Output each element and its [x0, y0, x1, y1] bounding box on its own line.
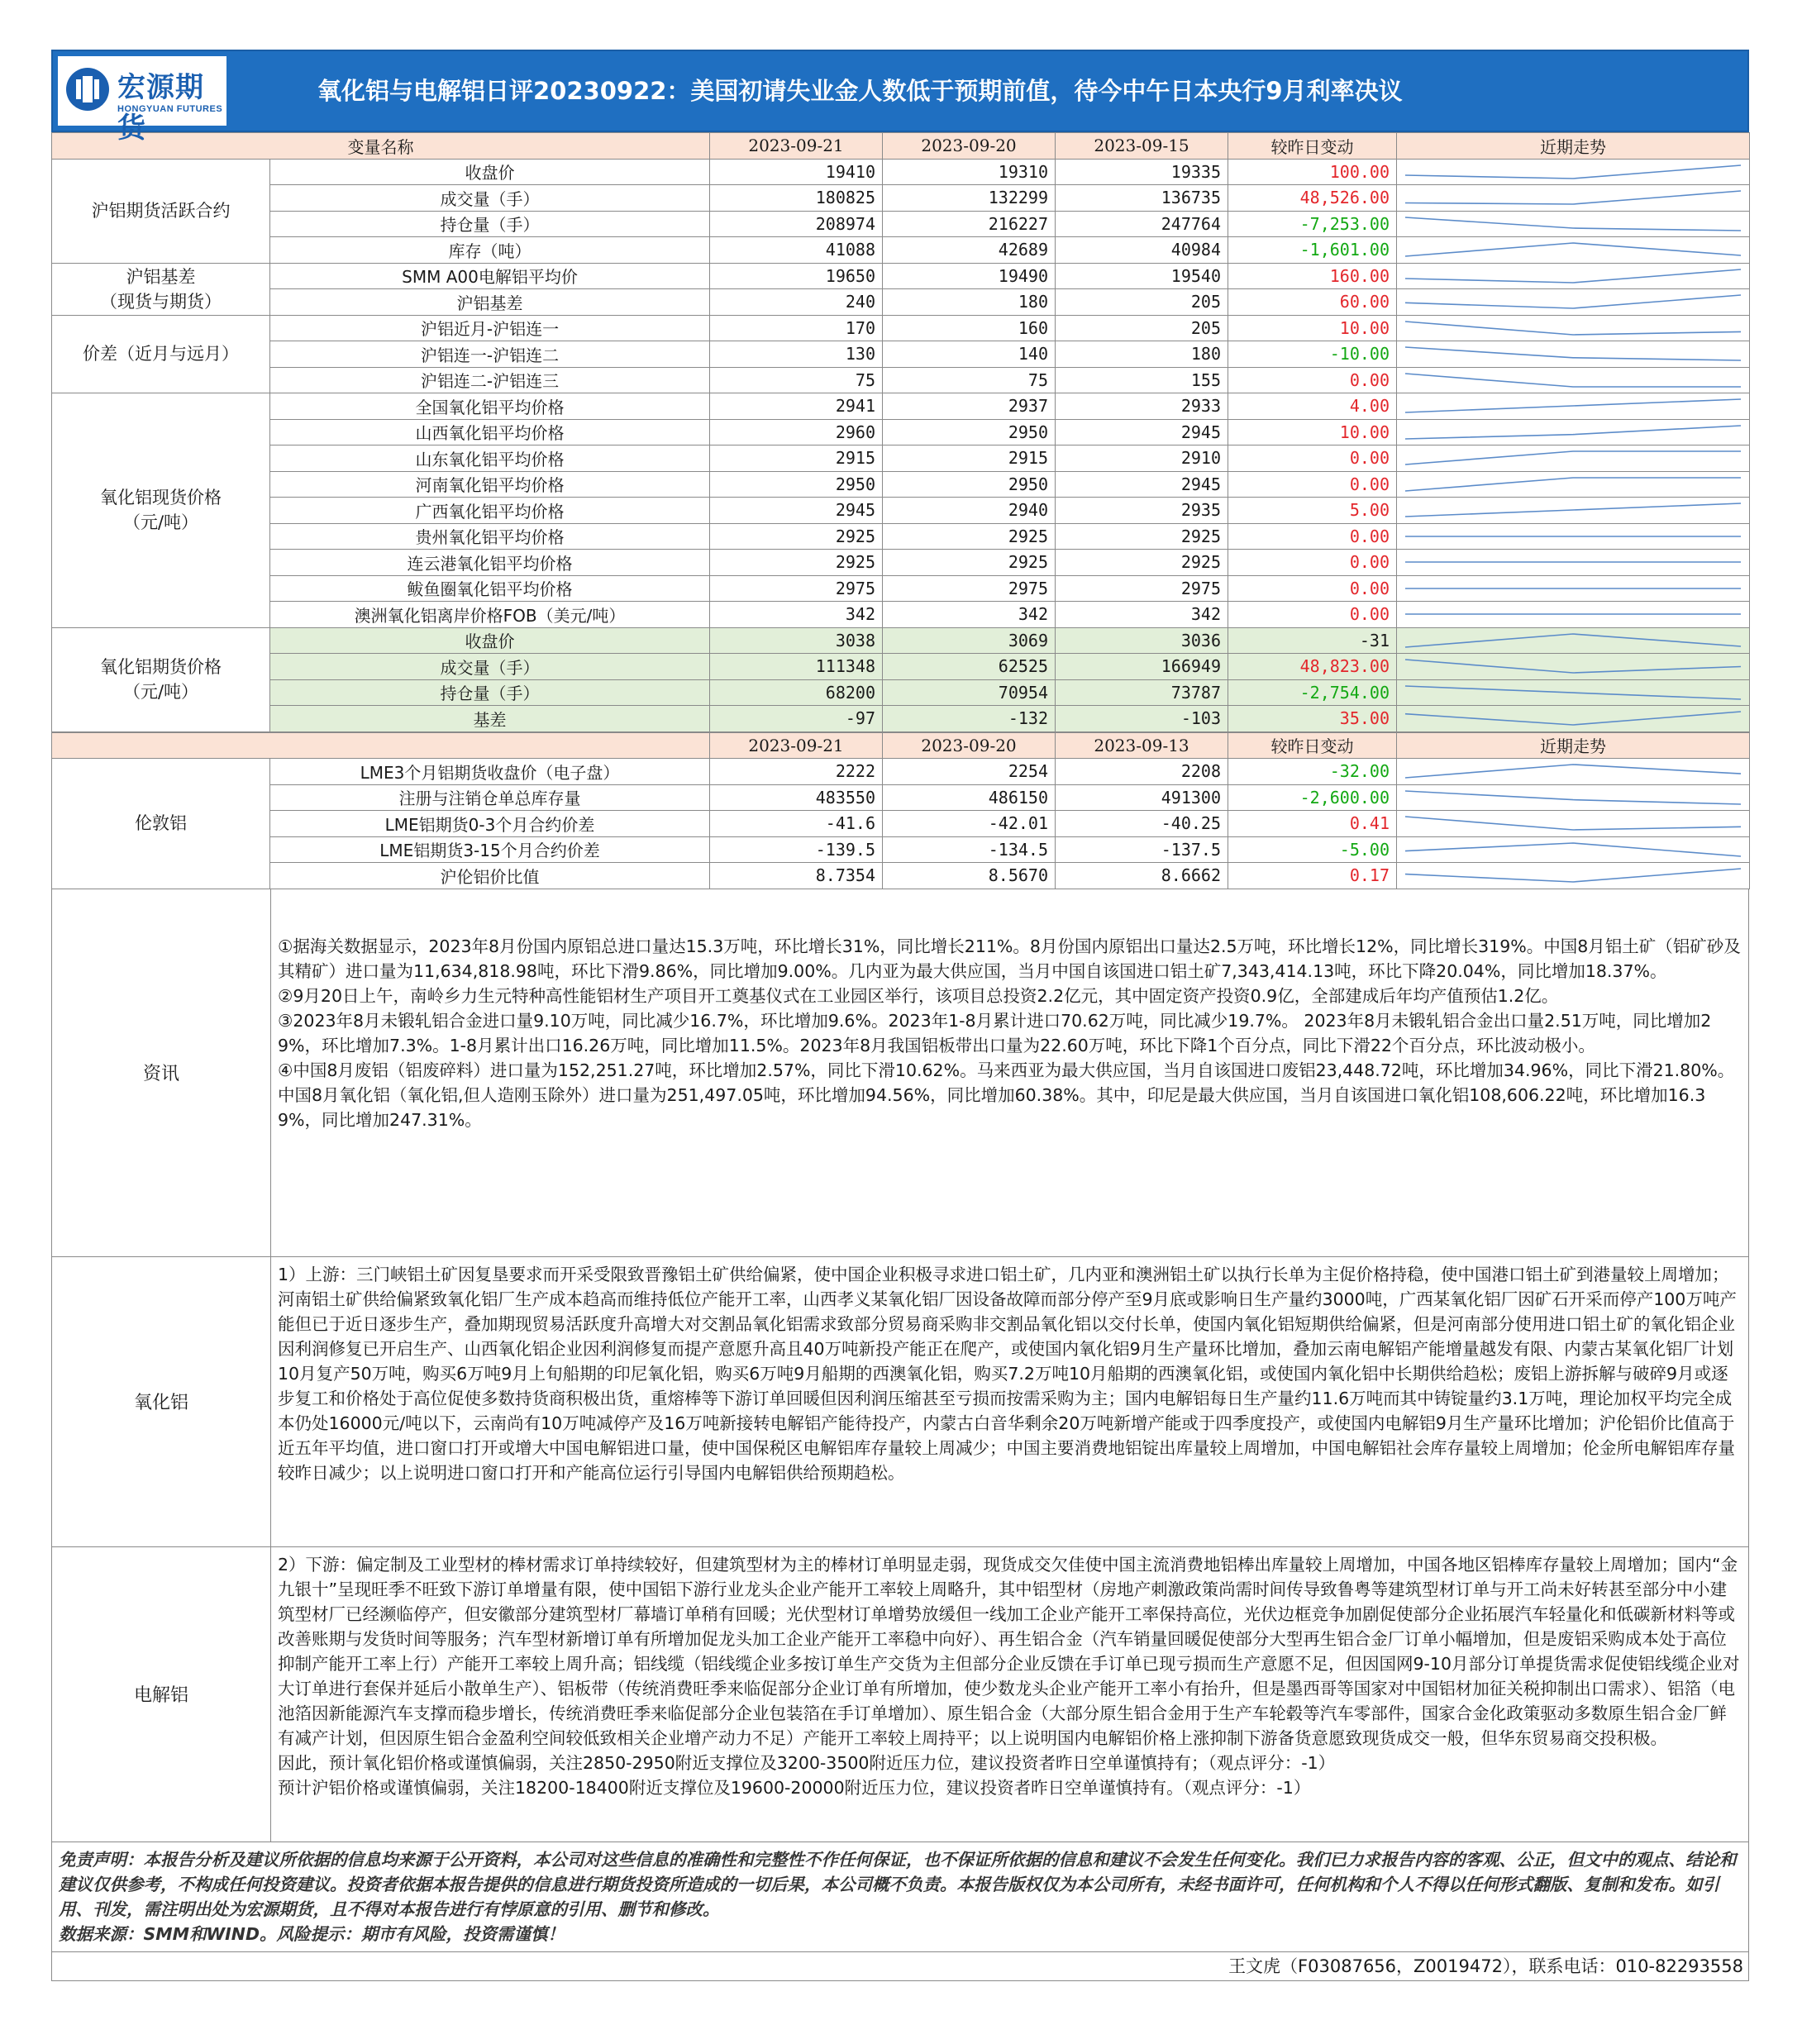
trend-sparkline	[1397, 159, 1750, 185]
table-row	[52, 575, 1750, 602]
variable-name: 注册与注销仓单总库存量	[270, 784, 710, 811]
value-cell: 170	[710, 315, 883, 341]
value-cell: 136735	[1056, 185, 1228, 212]
table-row	[52, 679, 1750, 706]
trend-sparkline	[1397, 498, 1750, 524]
value-cell: 19410	[710, 159, 883, 185]
value-cell: 75	[710, 367, 883, 393]
value-cell: 2925	[710, 550, 883, 576]
change-cell: 48,823.00	[1228, 654, 1397, 680]
value-cell: 160	[883, 315, 1056, 341]
value-cell: 180	[1056, 341, 1228, 368]
news-paragraph: ③2023年8月未锻轧铝合金进口量9.10万吨，同比减少16.7%，环比增加9.6%。2023年1-8月累计进口70.62万吨，同比减少19.7%。 2023年8月未锻轧铝合金出口量2.51万吨，同比增加29%，环比增加7.3%。1-8月累计出口16.26万吨，同比增加11.5%。2023年8月我国铝板带出口量为22.60万吨，环比下降1个百分点，同比下滑22个百分点，环比波动极小。	[278, 1010, 1712, 1055]
sparkline-chart	[1400, 683, 1746, 703]
trend-sparkline	[1397, 759, 1750, 785]
sparkline-chart	[1400, 370, 1746, 390]
change-cell: -5.00	[1228, 836, 1397, 863]
value-cell: -42.01	[883, 811, 1056, 837]
value-cell: -40.25	[1056, 811, 1228, 837]
value-cell: 3069	[883, 627, 1056, 654]
change-cell: -2,600.00	[1228, 784, 1397, 811]
news-paragraph: ①据海关数据显示，2023年8月份国内原铝总进口量达15.3万吨，环比增长31%，同比增长211%。8月份国内原铝出口量达2.5万吨，环比增长12%，同比增长319%。中国8月铝土矿（铝矿砂及其精矿）进口量为11,634,818.98吨，环比下滑9.86%，同比增加9.00%。几内亚为最大供应国，当月中国自该国进口铝土矿7,343,414.13吨，环比下降20.04%，同比增加18.37%。	[278, 936, 1741, 981]
value-cell: 155	[1056, 367, 1228, 393]
value-cell: 2950	[883, 419, 1056, 445]
change-cell: 5.00	[1228, 498, 1397, 524]
table-row	[52, 315, 1750, 341]
table-row	[52, 445, 1750, 472]
change-cell: -10.00	[1228, 341, 1397, 368]
change-cell: -32.00	[1228, 759, 1397, 785]
value-cell: 2950	[710, 471, 883, 498]
sparkline-chart	[1400, 631, 1746, 650]
table-row	[52, 159, 1750, 185]
hongyuan-logo-icon	[64, 66, 111, 112]
value-cell: 2945	[710, 498, 883, 524]
sparkline-chart	[1400, 474, 1746, 494]
table-row	[52, 289, 1750, 316]
table-row	[52, 419, 1750, 445]
change-cell: -7,253.00	[1228, 211, 1397, 237]
table-header-row	[52, 133, 1750, 160]
change-cell: 35.00	[1228, 706, 1397, 732]
report-sheet	[51, 50, 1749, 1981]
trend-sparkline	[1397, 811, 1750, 837]
table-row	[52, 863, 1750, 889]
trend-sparkline	[1397, 706, 1750, 732]
variable-name: 全国氧化铝平均价格	[270, 393, 710, 420]
table-row	[52, 811, 1750, 837]
change-cell: 0.00	[1228, 550, 1397, 576]
value-cell: 19650	[710, 263, 883, 289]
news-paragraph: ②9月20日上午，南岭乡力生元特种高性能铝材生产项目开工奠基仪式在工业园区举行，该项目总投资2.2亿元，其中固定资产投资0.9亿，全部建成后年均产值预估1.2亿。	[278, 985, 1559, 1006]
value-cell: 342	[1056, 602, 1228, 628]
value-cell: -134.5	[883, 836, 1056, 863]
change-cell: 10.00	[1228, 419, 1397, 445]
value-cell: 19335	[1056, 159, 1228, 185]
table-row	[52, 523, 1750, 550]
value-cell: -132	[883, 706, 1056, 732]
trend-sparkline	[1397, 679, 1750, 706]
sparkline-chart	[1400, 761, 1746, 781]
table-row	[52, 211, 1750, 237]
change-cell: 4.00	[1228, 393, 1397, 420]
trend-sparkline	[1397, 211, 1750, 237]
trend-sparkline	[1397, 289, 1750, 316]
value-cell: 75	[883, 367, 1056, 393]
value-cell: 140	[883, 341, 1056, 368]
value-cell: 491300	[1056, 784, 1228, 811]
value-cell: 2925	[1056, 550, 1228, 576]
alumina-label: 氧化铝	[52, 1257, 271, 1546]
value-cell: 19540	[1056, 263, 1228, 289]
news-paragraph: ④中国8月废铝（铝废碎料）进口量为152,251.27吨，环比增加2.57%，同比下滑10.62%。马来西亚为最大供应国，当月自该国进口废铝23,448.72吨，环比增加34.96%，同比下滑21.80%。中国8月氧化铝（氧化铝,但人造刚玉除外）进口量为251,497.05吨，环比增加94.56%，同比增加60.38%。其中，印尼是最大供应国，当月自该国进口氧化铝108,606.22吨，环比增加16.39%，同比增加247.31%。	[278, 1060, 1735, 1130]
sparkline-chart	[1400, 318, 1746, 338]
trend-sparkline	[1397, 523, 1750, 550]
sparkline-chart	[1400, 552, 1746, 572]
value-cell: 19310	[883, 159, 1056, 185]
value-cell: 342	[710, 602, 883, 628]
table-row	[52, 836, 1750, 863]
value-cell: 2915	[710, 445, 883, 472]
variable-name: 收盘价	[270, 159, 710, 185]
header-cell: 2023-09-21	[710, 732, 883, 759]
header-cell: 近期走势	[1397, 133, 1750, 160]
sparkline-chart	[1400, 840, 1746, 860]
sparkline-chart	[1400, 162, 1746, 182]
sparkline-chart	[1400, 422, 1746, 442]
sparkline-chart	[1400, 579, 1746, 598]
value-cell: 180825	[710, 185, 883, 212]
value-cell: 2940	[883, 498, 1056, 524]
data-source-text: 数据来源：SMM和WIND。风险提示：期市有风险，投资需谨慎！	[59, 1923, 565, 1944]
alumina-analysis-text: 1）上游：三门峡铝土矿因复垦要求而开采受限致晋豫铝土矿供给偏紧，使中国企业积极寻求进口铝土矿，几内亚和澳洲铝土矿以执行长单为主促价格持稳，使中国港口铝土矿到港量较上周增加；河南铝土矿供给偏紧致氧化铝厂生产成本趋高而维持低位产能开工率，山西孝义某氧化铝厂因设备故障而部分停产至9月底或影响日生产量约3000吨，广西某氧化铝厂因矿石开采而停产100万吨产能但已于近日逐步生产，叠加期现贸易活跃度升高增大对交割品氧化铝需求致部分贸易商采购非交割品氧化铝以交付长单，使国内氧化铝短期供给偏紧，但是河南部分使用进口铝土矿的氧化铝企业因利润修复已开启生产、山西氧化铝企业因利润修复而提产意愿升高且40万吨新投产能正在爬产，或使国内氧化铝9月生产量环比增加，叠加云南电解铝产能增量越发有限、内蒙古某氧化铝厂计划10月复产50万吨，购买6万吨9月上旬船期的印尼氧化铝，购买6万吨9月船期的西澳氧化铝，购买7.2万吨10月船期的西澳氧化铝，或使国内氧化铝中长期供给趋松；废铝上游拆解与破碎9月或逐步复工和价格处于高位促使多数持货商积极出货，重熔棒等下游订单回暖但因利润压缩甚至亏损而按需采购为主；国内电解铝每日生产量约11.6万吨而其中铸锭量约3.1万吨，理论加权平均完全成本仍处16000元/吨以下，云南尚有10万吨减停产及16万吨新接转电解铝产能待投产，内蒙古白音华剩余20万吨新增产能或于四季度投产，或使国内电解铝9月生产量环比增加；沪伦铝价比值高于近五年平均值，进口窗口打开或增大中国电解铝进口量，使中国保税区电解铝库存量较上周减少；中国主要消费地铝锭出库量较上周增加，中国电解铝社会库存量较上周增加；伦金所电解铝库存量较昨日减少；以上说明进口窗口打开和产能高位运行引导国内电解铝供给预期趋松。	[278, 1264, 1737, 1483]
value-cell: 132299	[883, 185, 1056, 212]
aluminum-conclusion: 预计沪铝价格或谨慎偏弱，关注18200-18400附近支撑位及19600-20000附近压力位，建议投资者昨日空单谨慎持有。（观点评分：-1）	[278, 1777, 1311, 1798]
variable-name: 广西氧化铝平均价格	[270, 498, 710, 524]
variable-name: 沪铝连二-沪铝连三	[270, 367, 710, 393]
value-cell: 19490	[883, 263, 1056, 289]
variable-name: 收盘价	[270, 627, 710, 654]
variable-name: 贵州氧化铝平均价格	[270, 523, 710, 550]
header-variable-name	[52, 732, 710, 759]
value-cell: 2933	[1056, 393, 1228, 420]
header-variable-name: 变量名称	[52, 133, 710, 160]
change-cell: -1,601.00	[1228, 237, 1397, 264]
header-cell: 较昨日变动	[1228, 732, 1397, 759]
value-cell: 2975	[883, 575, 1056, 602]
variable-name: 山东氧化铝平均价格	[270, 445, 710, 472]
value-cell: 342	[883, 602, 1056, 628]
value-cell: 2910	[1056, 445, 1228, 472]
trend-sparkline	[1397, 627, 1750, 654]
company-logo	[58, 56, 226, 145]
variable-name: 连云港氧化铝平均价格	[270, 550, 710, 576]
variable-name: 澳洲氧化铝离岸价格FOB（美元/吨）	[270, 602, 710, 628]
table-row	[52, 367, 1750, 393]
table-row	[52, 185, 1750, 212]
sparkline-chart	[1400, 188, 1746, 207]
value-cell: 2925	[883, 523, 1056, 550]
value-cell: 240	[710, 289, 883, 316]
variable-name: 成交量（手）	[270, 654, 710, 680]
alumina-conclusion: 因此，预计氧化铝价格或谨慎偏弱，关注2850-2950附近支撑位及3200-3500附近压力位，建议投资者昨日空单谨慎持有；（观点评分：-1）	[278, 1752, 1336, 1773]
change-cell: 0.00	[1228, 523, 1397, 550]
value-cell: -103	[1056, 706, 1228, 732]
report-banner	[51, 50, 1749, 145]
change-cell: 0.00	[1228, 575, 1397, 602]
report-title: 氧化铝与电解铝日评20230922：美国初请失业金人数低于预期前值，待今中午日本央行9月利率决议	[317, 77, 1403, 105]
sparkline-chart	[1400, 214, 1746, 234]
value-cell: 2925	[883, 550, 1056, 576]
sparkline-chart	[1400, 500, 1746, 520]
london-data-table	[51, 732, 1750, 889]
value-cell: 70954	[883, 679, 1056, 706]
sparkline-chart	[1400, 396, 1746, 416]
value-cell: 216227	[883, 211, 1056, 237]
variable-name: LME铝期货0-3个月合约价差	[270, 811, 710, 837]
sparkline-chart	[1400, 526, 1746, 546]
value-cell: -97	[710, 706, 883, 732]
group-label: 氧化铝现货价格 （元/吨）	[52, 393, 270, 628]
value-cell: 208974	[710, 211, 883, 237]
value-cell: 2925	[1056, 523, 1228, 550]
value-cell: 3038	[710, 627, 883, 654]
sparkline-chart	[1400, 656, 1746, 676]
value-cell: 8.6662	[1056, 863, 1228, 889]
value-cell: 73787	[1056, 679, 1228, 706]
variable-name: 河南氧化铝平均价格	[270, 471, 710, 498]
alumina-analysis-section	[51, 1257, 1749, 1547]
value-cell: 2950	[883, 471, 1056, 498]
group-label: 伦敦铝	[52, 759, 270, 889]
value-cell: 486150	[883, 784, 1056, 811]
trend-sparkline	[1397, 471, 1750, 498]
value-cell: 166949	[1056, 654, 1228, 680]
value-cell: -139.5	[710, 836, 883, 863]
value-cell: 42689	[883, 237, 1056, 264]
value-cell: 3036	[1056, 627, 1228, 654]
value-cell: 2945	[1056, 471, 1228, 498]
change-cell: 0.00	[1228, 471, 1397, 498]
change-cell: 10.00	[1228, 315, 1397, 341]
trend-sparkline	[1397, 237, 1750, 264]
table-row	[52, 627, 1750, 654]
trend-sparkline	[1397, 393, 1750, 420]
value-cell: 2935	[1056, 498, 1228, 524]
change-cell: 100.00	[1228, 159, 1397, 185]
variable-name: 沪铝近月-沪铝连一	[270, 315, 710, 341]
table-row	[52, 550, 1750, 576]
group-label: 沪铝期货活跃合约	[52, 159, 270, 263]
variable-name: LME铝期货3-15个月合约价差	[270, 836, 710, 863]
change-cell: 0.17	[1228, 863, 1397, 889]
company-name-en: HONGYUAN FUTURES	[117, 104, 223, 114]
news-body	[271, 889, 1748, 1256]
sparkline-chart	[1400, 813, 1746, 833]
value-cell: 2975	[1056, 575, 1228, 602]
trend-sparkline	[1397, 836, 1750, 863]
group-label: 氧化铝期货价格 （元/吨）	[52, 627, 270, 731]
header-cell: 2023-09-21	[710, 133, 883, 160]
company-name-cn: 宏源期货	[117, 71, 204, 145]
table-row	[52, 498, 1750, 524]
sparkline-chart	[1400, 788, 1746, 808]
sparkline-chart	[1400, 448, 1746, 468]
table-row	[52, 341, 1750, 368]
domestic-data-table	[51, 132, 1750, 732]
trend-sparkline	[1397, 445, 1750, 472]
disclaimer-text: 免责声明：本报告分析及建议所依据的信息均来源于公开资料，本公司对这些信息的准确性和完整性不作任何保证，也不保证所依据的信息和建议不会发生任何变化。我们已力求报告内容的客观、公正，但文中的观点、结论和建议仅供参考，不构成任何投资建议。投资者依据本报告提供的信息进行期货投资所造成的一切后果，本公司概不负责。本报告版权仅为本公司所有，未经书面许可，任何机构和个人不得以任何形式翻版、复制和发布。如引用、刊发，需注明出处为宏源期货，且不得对本报告进行有悖原意的引用、删节和修改。	[59, 1849, 1737, 1919]
value-cell: 2222	[710, 759, 883, 785]
value-cell: -41.6	[710, 811, 883, 837]
electrolytic-analysis-section	[51, 1547, 1749, 1842]
value-cell: 8.7354	[710, 863, 883, 889]
value-cell: 2254	[883, 759, 1056, 785]
value-cell: 247764	[1056, 211, 1228, 237]
change-cell: 0.00	[1228, 445, 1397, 472]
table-row	[52, 654, 1750, 680]
value-cell: 205	[1056, 315, 1228, 341]
trend-sparkline	[1397, 185, 1750, 212]
sparkline-chart	[1400, 708, 1746, 728]
news-label: 资讯	[52, 889, 271, 1256]
table-row	[52, 237, 1750, 264]
sparkline-chart	[1400, 604, 1746, 624]
group-label: 沪铝基差 （现货与期货）	[52, 263, 270, 315]
value-cell: 205	[1056, 289, 1228, 316]
table-row	[52, 759, 1750, 785]
change-cell: -2,754.00	[1228, 679, 1397, 706]
header-cell: 较昨日变动	[1228, 133, 1397, 160]
value-cell: 130	[710, 341, 883, 368]
variable-name: 山西氧化铝平均价格	[270, 419, 710, 445]
table-row	[52, 263, 1750, 289]
value-cell: 180	[883, 289, 1056, 316]
variable-name: 基差	[270, 706, 710, 732]
value-cell: 2960	[710, 419, 883, 445]
value-cell: 2975	[710, 575, 883, 602]
trend-sparkline	[1397, 419, 1750, 445]
trend-sparkline	[1397, 263, 1750, 289]
trend-sparkline	[1397, 341, 1750, 368]
value-cell: 2208	[1056, 759, 1228, 785]
variable-name: 持仓量（手）	[270, 679, 710, 706]
variable-name: 沪铝基差	[270, 289, 710, 316]
sparkline-chart	[1400, 240, 1746, 260]
value-cell: 68200	[710, 679, 883, 706]
value-cell: -137.5	[1056, 836, 1228, 863]
value-cell: 2945	[1056, 419, 1228, 445]
change-cell: 0.00	[1228, 367, 1397, 393]
value-cell: 2941	[710, 393, 883, 420]
value-cell: 40984	[1056, 237, 1228, 264]
trend-sparkline	[1397, 315, 1750, 341]
value-cell: 2937	[883, 393, 1056, 420]
trend-sparkline	[1397, 575, 1750, 602]
table-row	[52, 784, 1750, 811]
header-cell: 2023-09-20	[883, 133, 1056, 160]
variable-name: 鲅鱼圈氧化铝平均价格	[270, 575, 710, 602]
sparkline-chart	[1400, 344, 1746, 364]
change-cell: -31	[1228, 627, 1397, 654]
header-cell: 2023-09-20	[883, 732, 1056, 759]
value-cell: 483550	[710, 784, 883, 811]
variable-name: 持仓量（手）	[270, 211, 710, 237]
variable-name: 沪伦铝价比值	[270, 863, 710, 889]
sparkline-chart	[1400, 865, 1746, 885]
news-section	[51, 889, 1749, 1257]
table-row	[52, 393, 1750, 420]
group-label: 价差（近月与远月）	[52, 315, 270, 393]
change-cell: 0.00	[1228, 602, 1397, 628]
value-cell: 2915	[883, 445, 1056, 472]
variable-name: LME3个月铝期货收盘价（电子盘）	[270, 759, 710, 785]
sparkline-chart	[1400, 292, 1746, 312]
value-cell: 62525	[883, 654, 1056, 680]
electrolytic-analysis-text: 2）下游：偏定制及工业型材的棒材需求订单持续较好，但建筑型材为主的棒材订单明显走弱，现货成交欠佳使中国主流消费地铝棒出库量较上周增加，中国各地区铝棒库存量较上周增加；国内“金九银十”呈现旺季不旺致下游订单增量有限，使中国铝下游行业龙头企业产能开工率较上周略升，其中铝型材（房地产刺激政策尚需时间传导致鲁粤等建筑型材订单与开工尚未好转甚至部分中小建筑型材厂已经濒临停产，但安徽部分建筑型材厂幕墙订单稍有回暖；光伏型材订单增势放缓但一线加工企业产能开工率保持高位，光伏边框竞争加剧促使部分企业拓展汽车轻量化和低碳新材料等或改善账期与发货时间等服务；汽车型材新增订单有所增加促龙头加工企业产能开工率稳中向好）、再生铝合金（汽车销量回暖促使部分大型再生铝合金厂订单小幅增加，但是废铝采购成本处于高位抑制产能开工率上行）产能开工率较上周升高；铝线缆（铝线缆企业多按订单生产交货为主但部分企业反馈在手订单已现亏损而生产意愿不足，但因国网9-10月部分订单提货需求促使铝线缆企业对大订单进行套保并延后小散单生产）、铝板带（传统消费旺季来临促部分企业订单有所增加，使少数龙头企业产能开工率小有抬升，但是墨西哥等国家对中国铝材加征关税抑制出口需求）、铝箔（电池箔因新能源汽车支撑而稳步增长，传统消费旺季来临促部分企业包装箔在手订单增加）、原生铝合金（大部分原生铝合金用于生产车轮毂等汽车零部件，国家合金化政策驱动多数原生铝合金厂鲜有减产计划，但因原生铝合金盈利空间较低致相关企业增产动力不足）产能开工率较上周持平；以上说明国内电解铝价格上涨抑制下游备货意愿致现货成交一般，但华东贸易商交投积极。	[278, 1554, 1740, 1748]
electrolytic-label: 电解铝	[52, 1547, 271, 1842]
variable-name: SMM A00电解铝平均价	[270, 263, 710, 289]
table-row	[52, 706, 1750, 732]
electrolytic-analysis-body	[271, 1547, 1748, 1842]
change-cell: 60.00	[1228, 289, 1397, 316]
sparkline-chart	[1400, 266, 1746, 286]
table-row	[52, 471, 1750, 498]
author-contact: 王文虎（F03087656，Z0019472），联系电话：010-82293558	[51, 1952, 1749, 1981]
change-cell: 160.00	[1228, 263, 1397, 289]
trend-sparkline	[1397, 367, 1750, 393]
variable-name: 库存（吨）	[270, 237, 710, 264]
value-cell: 8.5670	[883, 863, 1056, 889]
trend-sparkline	[1397, 654, 1750, 680]
header-cell: 2023-09-15	[1056, 133, 1228, 160]
change-cell: 48,526.00	[1228, 185, 1397, 212]
variable-name: 成交量（手）	[270, 185, 710, 212]
header-cell: 2023-09-13	[1056, 732, 1228, 759]
header-cell: 近期走势	[1397, 732, 1750, 759]
disclaimer-block	[51, 1842, 1749, 1952]
trend-sparkline	[1397, 863, 1750, 889]
change-cell: 0.41	[1228, 811, 1397, 837]
variable-name: 沪铝连一-沪铝连二	[270, 341, 710, 368]
value-cell: 111348	[710, 654, 883, 680]
trend-sparkline	[1397, 784, 1750, 811]
table-header-row	[52, 732, 1750, 759]
value-cell: 41088	[710, 237, 883, 264]
trend-sparkline	[1397, 602, 1750, 628]
value-cell: 2925	[710, 523, 883, 550]
table-row	[52, 602, 1750, 628]
trend-sparkline	[1397, 550, 1750, 576]
